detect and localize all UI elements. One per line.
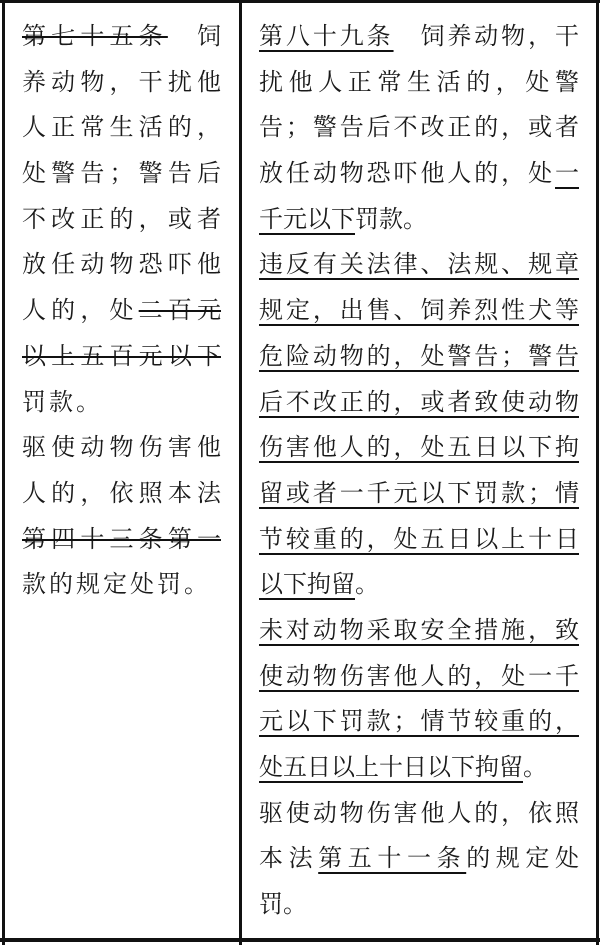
text-line [259,836,579,882]
text-line [22,60,221,106]
text-line [259,105,579,151]
text-segment: 的规定处 [466,844,580,873]
text-segment: 告；警告后不改正的，或者 [259,113,579,142]
inserted-text: 使动物伤害他人的，处一千 [259,661,579,690]
text-line [22,471,221,517]
text-line [259,882,579,928]
text-line [22,288,221,334]
inserted-text: 未对动物采取安全措施，致 [259,615,579,644]
text-segment: 放任动物恐吓他 [22,250,221,279]
text-line [259,791,579,837]
inserted-text: 规定，出售、饲养烈性犬等 [259,296,579,325]
text-line [22,517,221,563]
text-segment: 驱使动物伤害他人的，依照 [259,798,579,827]
deleted-text: 以上五百元以下 [22,341,221,370]
inserted-text: 节较重的，处五日以上十日 [259,524,579,553]
inserted-text: 第八十九条 [259,22,394,50]
deleted-text: 第四十三条第一 [22,524,221,553]
text-line [259,151,579,197]
text-line [22,334,221,380]
inserted-text: 违反有关法律、法规、规章 [259,250,579,279]
inserted-text: 留或者一千元以下罚款；情 [259,478,579,507]
text-line [259,699,579,745]
inserted-text: 千元以下 [259,204,355,233]
inserted-text: 危险动物的，处警告；警告 [259,341,579,370]
text-line [259,562,579,608]
text-segment: 罚款。 [22,387,103,416]
text-line [22,425,221,471]
text-line [259,242,579,288]
text-line [259,425,579,471]
table-border-top [0,0,600,3]
text-line [259,517,579,563]
inserted-text: 后不改正的，或者致使动物 [259,387,579,416]
text-line [259,288,579,334]
text-line [259,745,579,791]
text-segment: 人的，依照本法 [22,478,221,507]
text-line [259,334,579,380]
text-line [22,380,221,426]
text-segment: 饲 [167,22,222,50]
text-line [259,471,579,517]
inserted-text: 第五十一条 [318,844,467,873]
table-border-bottom [0,938,600,942]
deleted-text: 第七十五条 [22,22,168,50]
text-segment: 处警告；警告后 [22,159,221,188]
text-line [22,197,221,243]
inserted-text: 元以下罚款；情节较重的， [259,707,579,736]
text-segment: 罚。 [259,890,307,919]
inserted-text: 伤害他人的，处五日以下拘 [259,433,579,462]
text-segment: 扰他人正常生活的，处警 [259,67,579,96]
deleted-text: 二百元 [138,296,222,325]
inserted-text: 以下拘留 [259,570,355,599]
inserted-text: 处五日以上十日以下拘留 [259,753,523,781]
text-segment: 养动物，干扰他 [22,67,221,96]
text-segment: 款的规定处罚。 [22,570,211,599]
table-border-right [596,0,599,945]
column-divider [239,0,242,945]
text-segment: 不改正的，或者 [22,204,221,233]
old-article-column [22,14,221,608]
new-article-column [259,14,579,928]
text-line [22,14,221,60]
text-segment: 。 [523,753,547,781]
text-segment: 放任动物恐吓他人的，处 [259,159,555,188]
text-segment: 驱使动物伤害他 [22,433,221,462]
text-line [259,14,579,60]
text-line [259,380,579,426]
inserted-text: 一 [555,159,579,188]
text-line [259,197,579,243]
text-segment: 饲养动物，干 [393,22,580,50]
text-segment: 本法 [259,844,319,873]
text-line [22,151,221,197]
text-line [22,562,221,608]
text-line [259,60,579,106]
text-line [259,608,579,654]
text-segment: 。 [355,570,379,599]
text-line [22,105,221,151]
text-segment: 人正常生活的， [22,113,221,142]
text-line [259,654,579,700]
text-segment: 人的，处 [22,296,139,325]
table-border-left [2,0,5,945]
text-segment: 罚款。 [355,204,427,233]
text-line [22,242,221,288]
